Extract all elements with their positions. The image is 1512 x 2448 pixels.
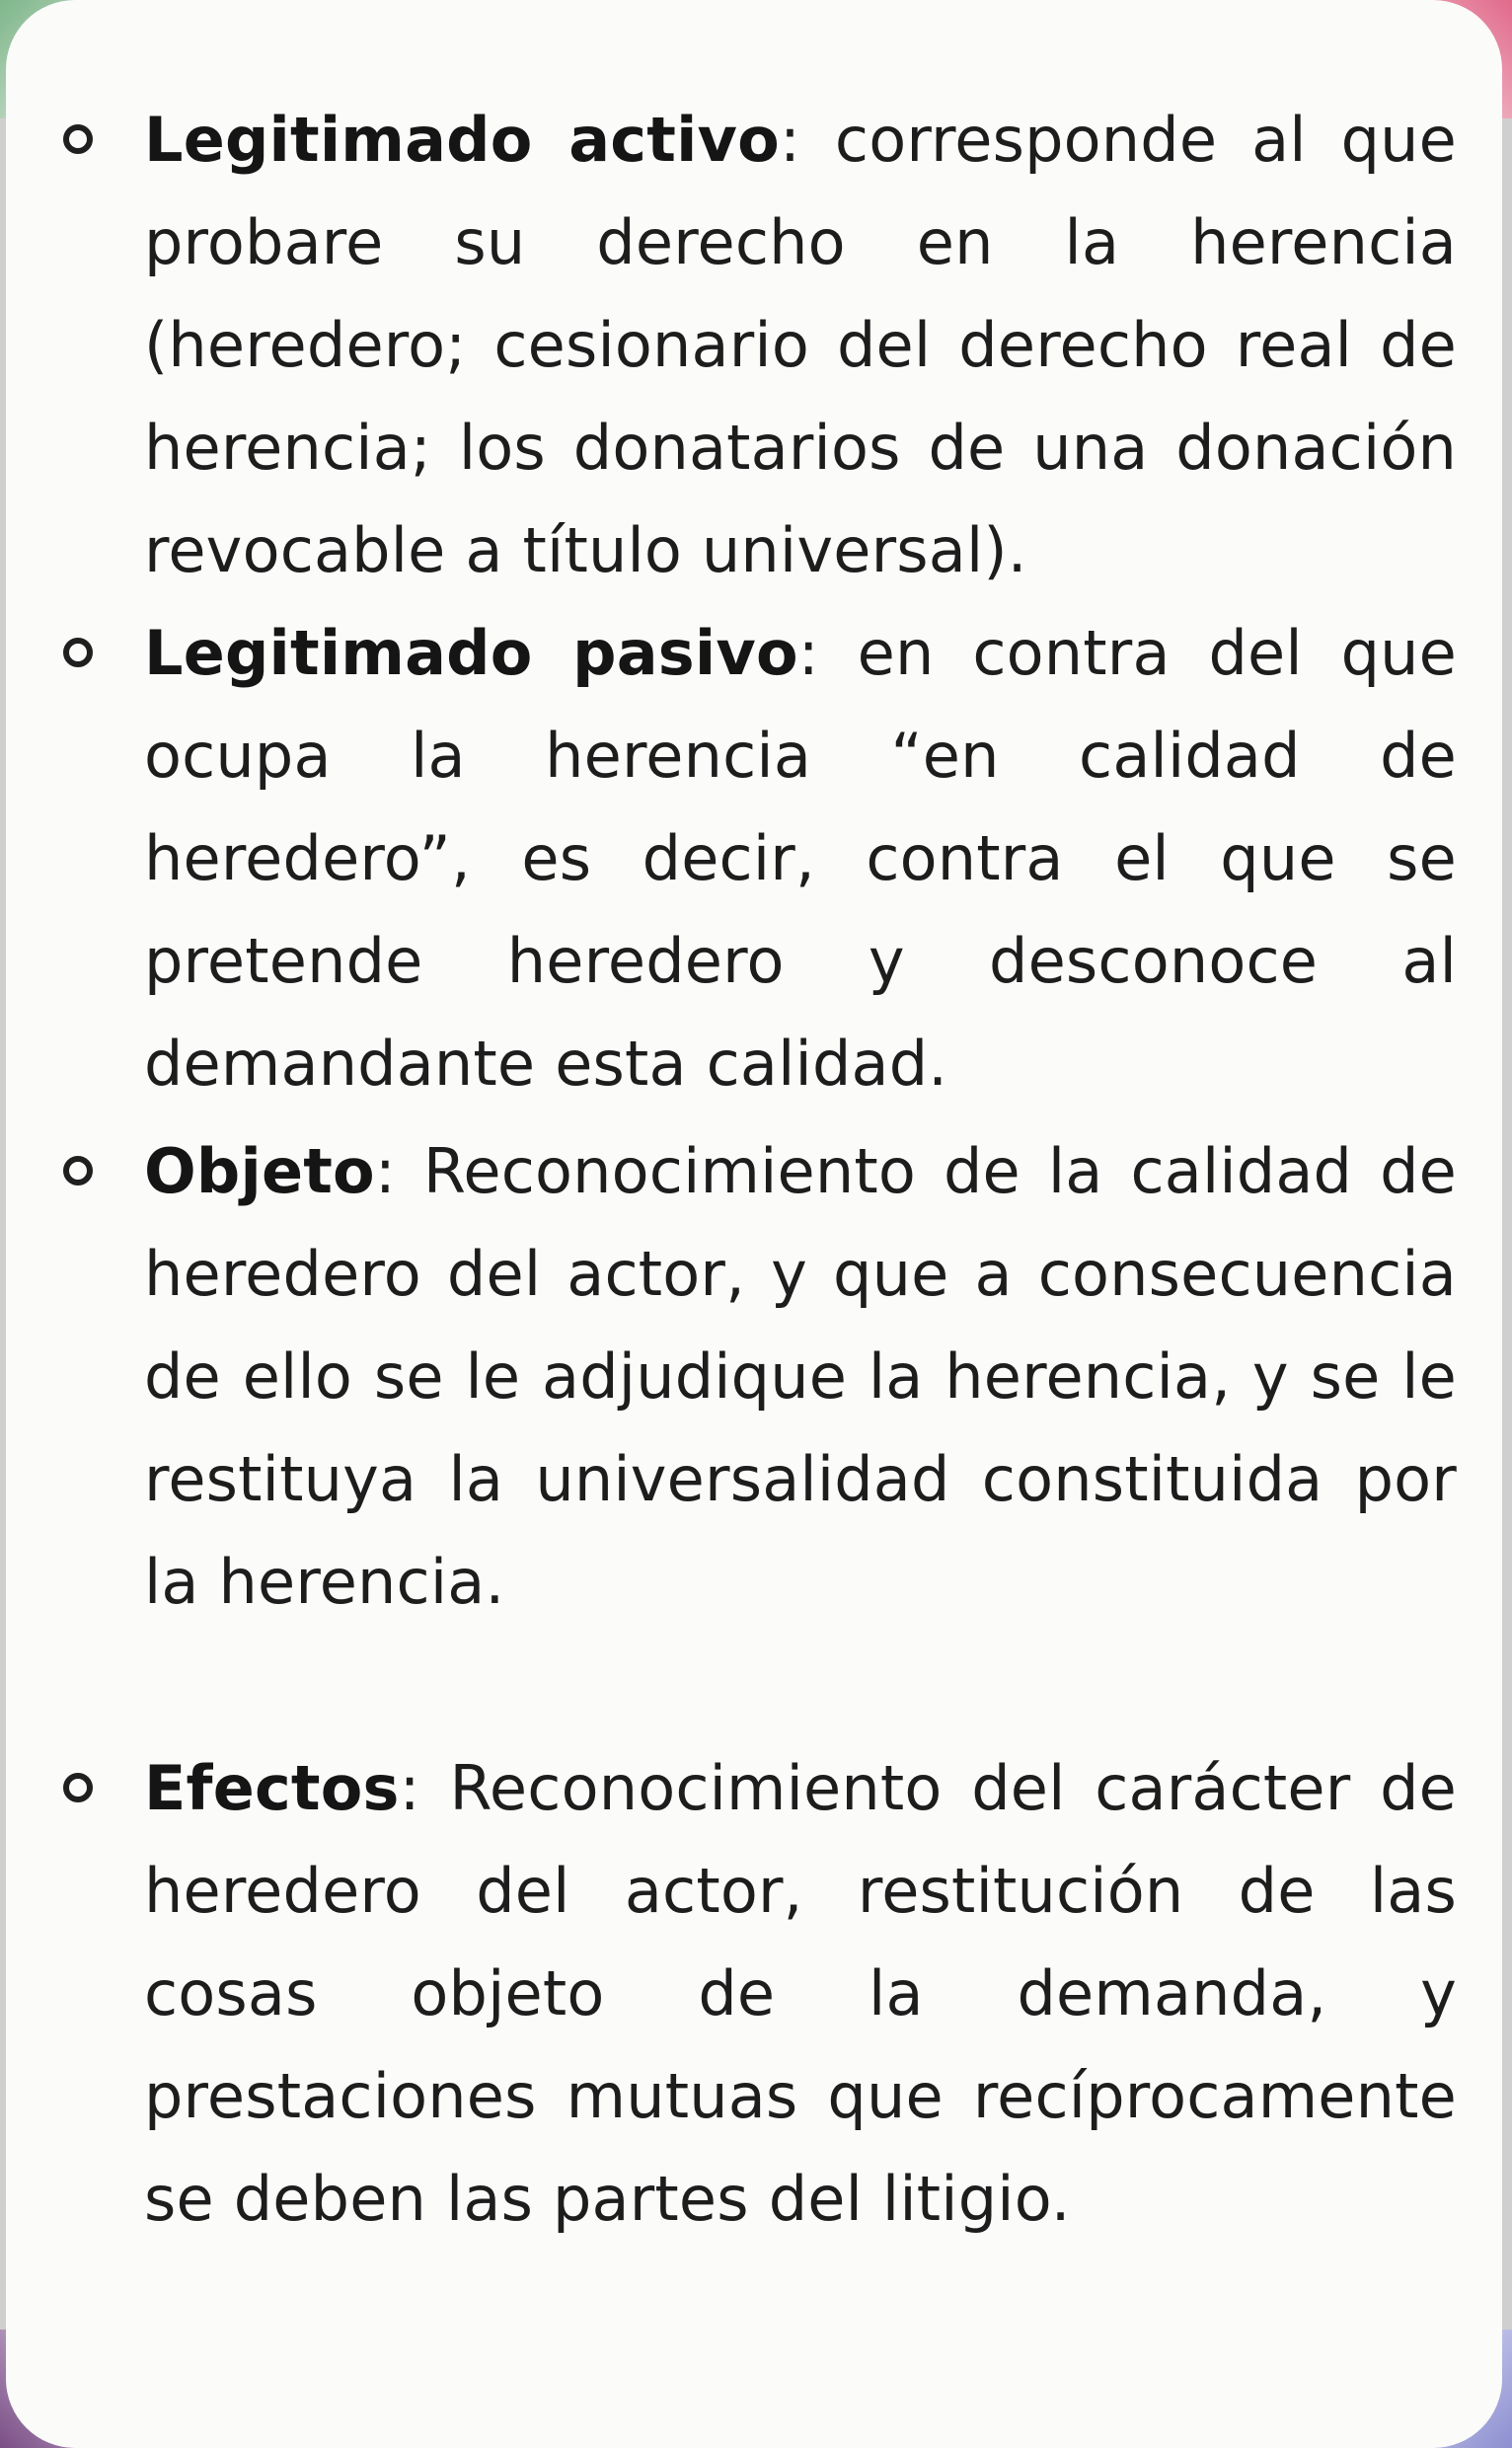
list-item-text xyxy=(144,1737,1457,2251)
hollow-circle-bullet-icon xyxy=(63,124,93,154)
list-item-text xyxy=(144,602,1457,1115)
list-item-text xyxy=(144,89,1457,602)
list-item-term: Efectos xyxy=(144,1752,400,1824)
list-item-description: : corresponde al que probare su derecho en la herencia (heredero; cesionario del derecho real de herencia; los donatarios de una donación revocable a título universal). xyxy=(144,104,1457,586)
hollow-circle-bullet-icon xyxy=(63,1773,93,1802)
list-item-term: Objeto xyxy=(144,1135,375,1207)
text-card xyxy=(6,0,1502,2448)
list-item-term: Legitimado pasivo xyxy=(144,617,798,689)
list-item-text xyxy=(144,1120,1457,1634)
hollow-circle-bullet-icon xyxy=(63,1156,93,1186)
hollow-circle-bullet-icon xyxy=(63,638,93,667)
list-item-description: : Reconocimiento del carácter de heredero del actor, restitución de las cosas objeto de la demanda, y prestaciones mutuas que recíprocamente se deben las partes del litigio. xyxy=(144,1752,1457,2235)
list-item-term: Legitimado activo xyxy=(144,104,780,176)
list-item-description: : en contra del que ocupa la herencia “en calidad de heredero”, es decir, contra el que se pretende heredero y desconoce al demandante esta calidad. xyxy=(144,617,1457,1100)
list-item-description: : Reconocimiento de la calidad de heredero del actor, y que a consecuencia de ello se le adjudique la herencia, y se le restituya la universalidad constituida por la herencia. xyxy=(144,1135,1457,1618)
